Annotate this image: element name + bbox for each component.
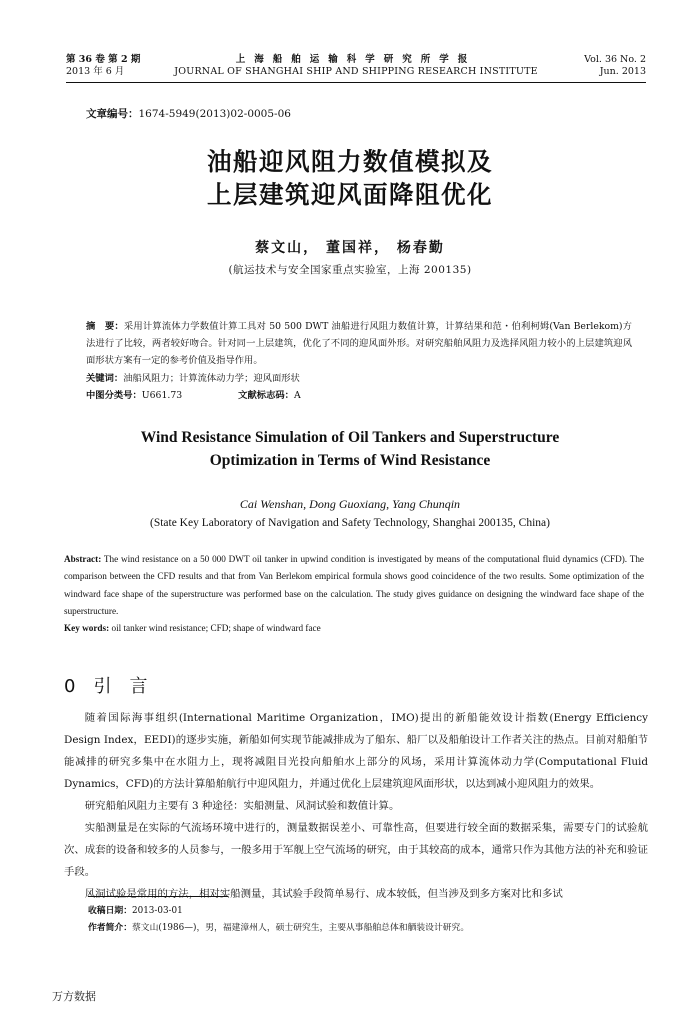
date-en: Jun. 2013 bbox=[599, 66, 646, 77]
chinese-affiliation: (航运技术与安全国家重点实验室，上海 200135) bbox=[228, 264, 472, 276]
section-title: 引言 bbox=[93, 676, 166, 697]
english-abstract-text: The wind resistance on a 50 000 DWT oil tanker in upwind condition is investigated by means of the computational fluid dynamics (CFD). The comparison between the CFD results and that from Van Berlekom empirical formula shows good coincidence of the two results. Some optimization of the windward face shape of the superstructure was performed base on the calculation. The study gives guidance on designing the windward face shape of the superstructure. bbox=[64, 554, 644, 616]
clc-value: U661.73 bbox=[141, 389, 183, 401]
author-bio-text: 蔡文山(1986—)，男，福建漳州人，硕士研究生，主要从事船舶总体和舾装设计研究。 bbox=[132, 923, 470, 933]
english-abstract-label: Abstract: bbox=[64, 554, 102, 564]
doc-code-label: 文献标志码： bbox=[238, 389, 294, 401]
chinese-authors: 蔡文山， 董国祥， 杨春勤 bbox=[255, 240, 445, 256]
header-center bbox=[66, 54, 646, 78]
journal-title-cn: 上海船舶运输科学研究所学报 bbox=[235, 54, 477, 65]
received-date bbox=[88, 903, 469, 920]
english-affiliation: (State Key Laboratory of Navigation and Safety Technology, Shanghai 200135, China) bbox=[149, 517, 550, 529]
chinese-keywords-text: 油船风阻力；计算流体动力学；迎风面形状 bbox=[123, 372, 300, 384]
watermark-text: 万方数据 bbox=[52, 990, 96, 1003]
volume-issue-cn: 第 36 卷 第 2 期 bbox=[66, 54, 141, 65]
chinese-abstract-label: 摘 要： bbox=[86, 321, 124, 332]
body-paragraph-1: 随着国际海事组织(International Maritime Organization，IMO)提出的新船能效设计指数(Energy Efficiency Design Index，EEDI)的逐步实施，新船如何实现节能减排成为了船东、船厂以及船舶设计工作者关注的热点。目前对船舶节能减排的研究多集中在水阻力上，现将减阻目光投向船舶水上部分的风场，采用计算流体动力学(Computational Fluid Dynamics，CFD)的方法计算船舶航行中迎风阻力，并通过优化上层建筑迎风面形状，以达到减小迎风阻力的效果。 bbox=[64, 712, 648, 790]
body-paragraph-2: 研究船舶风阻力主要有 3 种途径：实船测量、风洞试验和数值计算。 bbox=[84, 800, 400, 812]
received-label: 收稿日期： bbox=[88, 906, 132, 916]
english-title-line1: Wind Resistance Simulation of Oil Tankers and Superstructure bbox=[140, 429, 560, 446]
chinese-abstract-text: 采用计算流体力学数值计算工具对 50 500 DWT 油船进行风阻力数值计算，计算结果和范・伯利柯姆(Van Berlekom)方法进行了比较，两者较好吻合。针对同一上层建筑，优化了不同的迎风面外形。对研究船舶风阻力及选择风阻力较小的上层建筑迎风面形状方案有一定的参考价值及指导作用。 bbox=[86, 321, 632, 367]
author-bio-label: 作者简介： bbox=[88, 923, 132, 933]
english-abstract-block bbox=[64, 551, 644, 637]
section-number: 0 bbox=[64, 676, 78, 697]
section-heading-introduction bbox=[64, 672, 165, 698]
chinese-title-line1: 油船迎风阻力数值模拟及 bbox=[207, 147, 493, 176]
author-bio bbox=[88, 920, 469, 937]
english-authors: Cai Wenshan, Dong Guoxiang, Yang Chunqin bbox=[239, 497, 461, 511]
body-paragraph-4: 风洞试验是常用的方法，相对实船测量，其试验手段简单易行、成本较低，但当涉及到多方案对比和多试 bbox=[84, 888, 563, 900]
chinese-title bbox=[0, 145, 700, 211]
body-paragraph-3: 实船测量是在实际的气流场环境中进行的，测量数据误差小、可靠性高，但要进行较全面的数据采集，需要专门的试验航次、成套的设备和较多的人员参与，一般多用于军舰上空气流场的研究，由于其较高的成本，通常只作为其他方法的补充和验证手段。 bbox=[64, 822, 648, 878]
english-abstract bbox=[64, 551, 644, 620]
volume-issue-en: Vol. 36 No. 2 bbox=[584, 54, 646, 65]
chinese-abstract-block bbox=[86, 318, 632, 404]
chinese-keywords bbox=[86, 370, 632, 387]
english-keywords-label: Key words: bbox=[64, 623, 110, 634]
received-value: 2013-03-01 bbox=[132, 906, 183, 916]
journal-title-en: JOURNAL OF SHANGHAI SHIP AND SHIPPING RESEARCH INSTITUTE bbox=[174, 66, 538, 77]
english-title bbox=[0, 426, 700, 472]
body-text bbox=[64, 707, 648, 905]
footnote-divider bbox=[88, 896, 228, 897]
english-keywords bbox=[64, 620, 644, 637]
article-number-label: 文章编号： bbox=[86, 108, 139, 120]
header-right bbox=[584, 54, 646, 78]
article-number bbox=[86, 106, 291, 121]
english-keywords-text: oil tanker wind resistance; CFD; shape of windward face bbox=[109, 623, 321, 634]
running-header bbox=[66, 54, 646, 83]
classification-line bbox=[86, 387, 632, 404]
date-cn: 2013 年 6 月 bbox=[66, 66, 125, 77]
footnotes bbox=[88, 903, 469, 937]
clc-label: 中图分类号： bbox=[86, 389, 142, 401]
doc-code-value: A bbox=[293, 389, 301, 401]
article-number-value: 1674-5949(2013)02-0005-06 bbox=[138, 108, 291, 120]
chinese-keywords-label: 关键词： bbox=[86, 372, 124, 384]
chinese-title-line2: 上层建筑迎风面降阻优化 bbox=[207, 180, 493, 209]
english-title-line2: Optimization in Terms of Wind Resistance bbox=[209, 452, 491, 469]
chinese-abstract bbox=[86, 318, 632, 370]
